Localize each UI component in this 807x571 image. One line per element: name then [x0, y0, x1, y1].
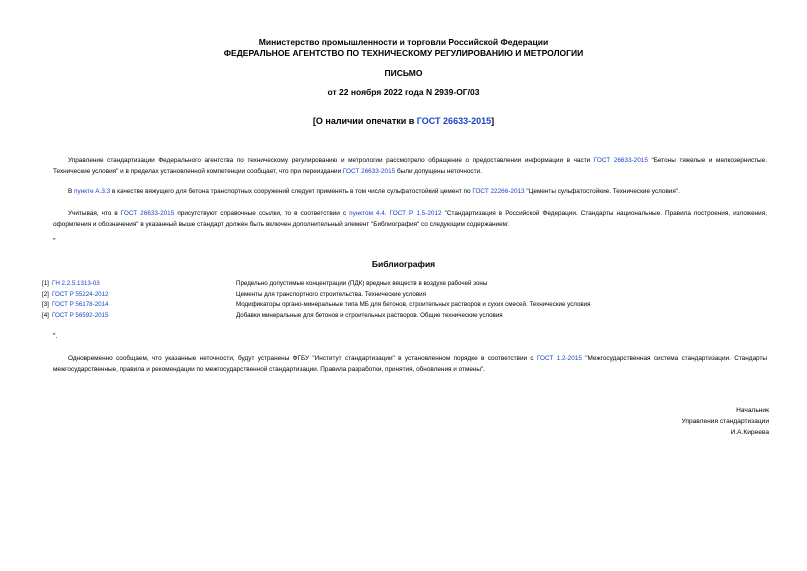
p1-text-2: "Бетоны тяжелые и мелкозернистые. Технические условия" и в пределах установленной компетенции сообщает, что при переиздании: [53, 157, 767, 175]
p2-text-2: "Цементы сульфатостойкие. Технические условия".: [524, 188, 680, 195]
signature-department: Управления стандартизации: [681, 418, 769, 425]
document-date-number: от 22 ноября 2022 года N 2939-ОГ/03: [327, 87, 480, 97]
p2-clause-link[interactable]: пункте А.3.3: [74, 188, 111, 195]
bibliography-row: [42, 280, 488, 290]
signature-title: Начальник: [736, 407, 769, 414]
subject-suffix: ]: [491, 116, 495, 126]
subject-line: [0, 116, 807, 126]
bibliography-num: [2]: [42, 291, 49, 298]
bibliography-desc: Добавки минеральные для бетонов и строительных растворов. Общие технические условия: [236, 312, 503, 319]
bibliography-row: [42, 291, 426, 301]
bibliography-row: [42, 312, 503, 322]
bibliography-title: Библиография: [371, 259, 436, 269]
bibliography-ref-link[interactable]: ГОСТ Р 56178-2014: [52, 301, 109, 308]
p4-text-0: Одновременно сообщаем, что указанные неточности, будут устранены ФГБУ "Институт стандартизации" в установленном порядке в соответствии с: [68, 355, 537, 362]
p1-gost-link-1[interactable]: ГОСТ 26633-2015: [593, 157, 648, 164]
p1-text-1: Управление стандартизации Федерального агентства по техническому регулированию и метрологии рассмотрело обращение о предоставлении информации в части: [68, 157, 594, 164]
document-type: ПИСЬМО: [384, 68, 423, 78]
bibliography-desc: Модификаторы органо-минеральные типа МБ для бетонов, строительных растворов и сухих смесей. Технические условия: [236, 301, 591, 308]
bibliography-ref-link[interactable]: ГН 2.2.5.1313-03: [52, 280, 100, 287]
p2-gost-link[interactable]: ГОСТ 22266-2013: [472, 188, 525, 195]
quote-close: ".: [53, 333, 58, 340]
p1-gost-link-2[interactable]: ГОСТ 26633-2015: [342, 168, 396, 175]
quote-open: ": [53, 238, 56, 245]
bibliography-num: [3]: [42, 301, 49, 308]
p1-text-3: были допущены неточности.: [395, 168, 482, 175]
paragraph-3: [53, 208, 767, 230]
signature-block: [681, 405, 769, 438]
bibliography-row: [42, 301, 591, 311]
bibliography-num: [4]: [42, 312, 49, 319]
p3-text-2: "Стандартизация в Российской Федерации. Стандарты национальные. Правила построения, изложения, оформления и обозначения" в указанный выше стандарт должен быть включен дополнительный элемент "Библиография" со следующим содержанием:: [53, 210, 767, 228]
paragraph-2: [53, 186, 767, 197]
bibliography-ref-link[interactable]: ГОСТ Р 55224-2012: [52, 291, 109, 298]
subject-gost-link[interactable]: ГОСТ 26633-2015: [416, 116, 492, 126]
p2-text-1: в качестве вяжущего для бетона транспортных сооружений следует применять в том числе сульфатостойкий цемент по: [110, 188, 473, 195]
p2-text-0: В: [68, 188, 75, 195]
subject-prefix: [О наличии опечатки в: [312, 116, 417, 126]
bibliography-num: [1]: [42, 280, 49, 287]
paragraph-1: [53, 155, 767, 177]
agency-name: ФЕДЕРАЛЬНОЕ АГЕНТСТВО ПО ТЕХНИЧЕСКОМУ РЕГУЛИРОВАНИЮ И МЕТРОЛОГИИ: [223, 48, 584, 58]
paragraph-4: [53, 353, 767, 375]
p3-text-0: Учитывая, что в: [68, 210, 121, 217]
p3-text-1: присутствуют справочные ссылки, то в соответствии с: [174, 210, 350, 217]
bibliography-desc: Предельно допустимые концентрации (ПДК) вредных веществ в воздухе рабочей зоны: [236, 280, 488, 287]
p4-text-1: "Межгосударственная система стандартизации. Стандарты межгосударственные, правила и рекомендации по межгосударственной стандартизации. Правила разработки, принятия, обновления и отмены".: [53, 355, 767, 373]
p4-gost-link[interactable]: ГОСТ 1.2-2015: [536, 355, 582, 362]
p3-gost-link[interactable]: ГОСТ 26633-2015: [120, 210, 175, 217]
bibliography-desc: Цементы для транспортного строительства. Технические условия: [236, 291, 426, 298]
signature-name: И.А.Киреева: [730, 429, 769, 436]
bibliography-ref-link[interactable]: ГОСТ Р 56592-2015: [52, 312, 109, 319]
p3-clause-link[interactable]: пунктом 4.4. ГОСТ Р 1.5-2012: [349, 210, 442, 217]
ministry-name: Министерство промышленности и торговли Российской Федерации: [258, 37, 549, 47]
